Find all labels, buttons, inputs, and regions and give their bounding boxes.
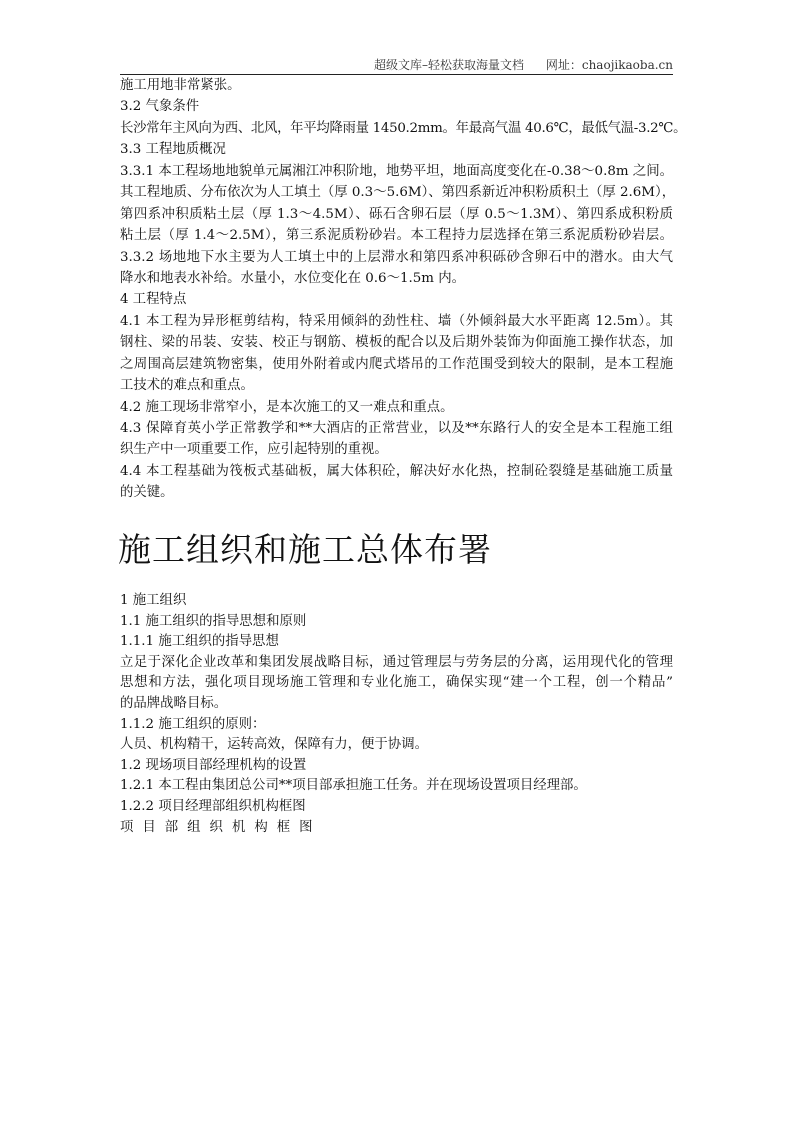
header-site: 超级文库–轻松获取海量文档: [374, 58, 525, 72]
text-line: 其工程地质、分布依次为人工填土（厚 0.3～5.6M）、第四系新近冲积粉质积土（厚 2.6M），: [120, 185, 676, 201]
text-line: 3.3.1 本工程场地地貌单元属湘江冲积阶地，地势平坦，地面高度变化在-0.38～0.8m 之间。: [120, 163, 673, 179]
text-line: 钢柱、梁的吊装、安装、校正与钢筋、模板的配合以及后期外装饰为仰面施工操作状态，加: [120, 335, 673, 351]
text-line: 第四系冲积质粘土层（厚 1.3～4.5M）、砾石含卵石层（厚 0.5～1.3M）、第四系成积粉质: [120, 206, 673, 222]
section-heading: 施工组织和施工总体布署: [118, 530, 492, 569]
text-line: 的品牌战略目标。: [120, 695, 228, 711]
text-line: 的关键。: [120, 485, 174, 501]
subheading: 1.1.1 施工组织的指导思想: [120, 634, 279, 650]
text-line: 工技术的难点和重点。: [120, 378, 254, 394]
section-construction-organization: [120, 591, 673, 838]
subheading: 1.1 施工组织的指导思想和原则: [120, 613, 307, 629]
text-line: 4.2 施工现场非常窄小，是本次施工的又一难点和重点。: [120, 399, 454, 415]
text-line: 施工用地非常紧张。: [120, 78, 241, 93]
subheading: 4 工程特点: [120, 292, 187, 308]
diagram-title: 项目部组织机构框图: [120, 819, 322, 835]
subheading: 1.2.2 项目经理部组织机构框图: [120, 798, 306, 814]
text-line: 之周围高层建筑物密集，使用外附着或内爬式塔吊的工作范围受到较大的限制，是本工程施: [120, 356, 673, 372]
header-url: 网址：chaojikaoba.cn: [545, 58, 673, 72]
text-line: 1.2.1 本工程由集团总公司**项目部承担施工任务。并在现场设置项目经理部。: [120, 778, 587, 794]
subheading: 1.1.2 施工组织的原则：: [120, 716, 266, 732]
text-line: 立足于深化企业改革和集团发展战略目标，通过管理层与劳务层的分离，运用现代化的管理: [120, 654, 673, 670]
section-project-overview: [120, 75, 687, 504]
text-line: 4.4 本工程基础为筏板式基础板，属大体积砼，解决好水化热，控制砼裂缝是基础施工质量: [120, 463, 673, 479]
text-line: 3.3.2 场地地下水主要为人工填土中的上层滞水和第四系冲积砾砂含卵石中的潜水。由大气: [120, 249, 673, 265]
subheading: 1.2 现场项目部经理机构的设置: [120, 757, 307, 773]
text-line: 思想和方法，强化项目现场施工管理和专业化施工，确保实现“建一个工程，创一个精品”: [120, 675, 673, 691]
text-line: 织生产中一项重要工作，应引起特别的重视。: [120, 442, 388, 458]
text-line: 降水和地表水补给。水量小，水位变化在 0.6～1.5m 内。: [120, 270, 466, 286]
subheading: 1 施工组织: [120, 593, 187, 608]
subheading: 3.3 工程地质概况: [120, 142, 226, 158]
text-line: 人员、机构精干，运转高效，保障有力，便于协调。: [120, 737, 428, 753]
subheading: 3.2 气象条件: [120, 99, 200, 115]
text-line: 粘土层（厚 1.4～2.5M），第三系泥质粉砂岩。本工程持力层选择在第三系泥质粉砂岩层。: [120, 228, 673, 244]
text-line: 4.3 保障育英小学正常教学和**大酒店的正常营业，以及**东路行人的安全是本工程施工组: [120, 421, 673, 436]
page-header: [120, 56, 673, 75]
text-line: 长沙常年主风向为西、北风，年平均降雨量 1450.2mm。年最高气温 40.6℃，最低气温-3.2℃。: [120, 120, 687, 136]
text-line: 4.1 本工程为异形框剪结构，特采用倾斜的劲性柱、墙（外倾斜最大水平距离 12.5m）。其: [120, 313, 673, 329]
